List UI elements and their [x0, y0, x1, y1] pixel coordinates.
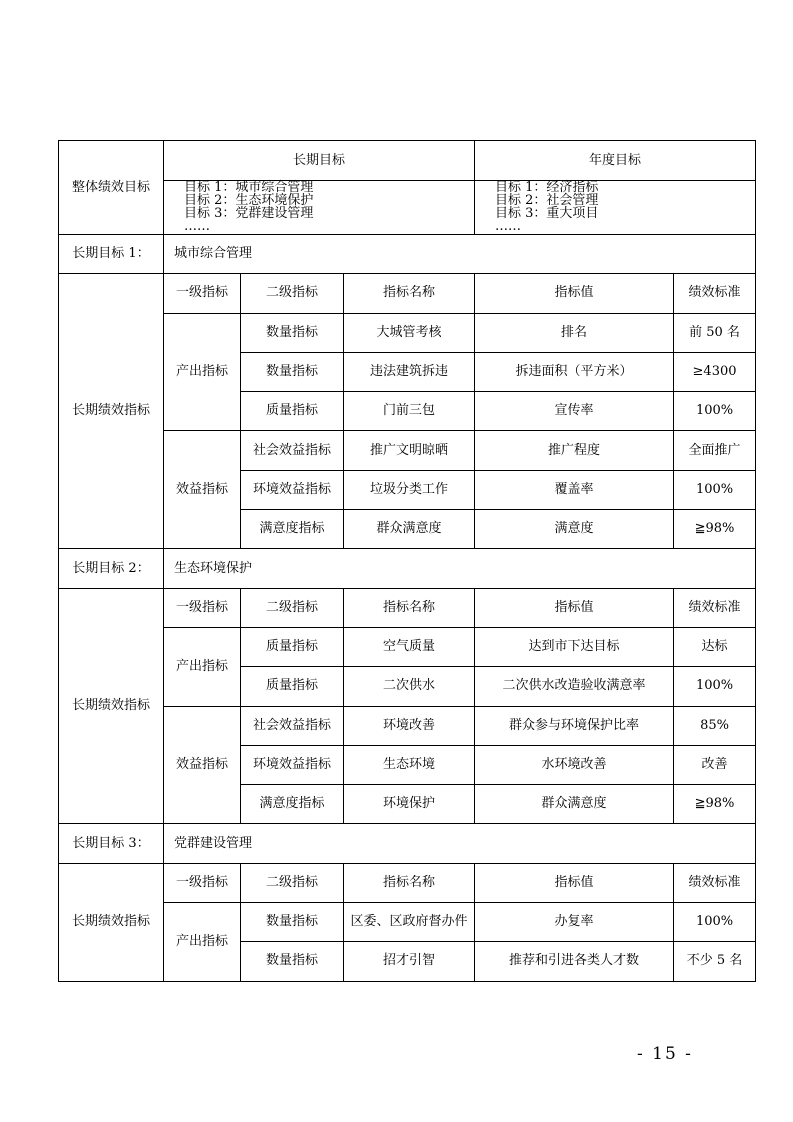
goal-row	[59, 549, 756, 588]
indicator-value: 满意度	[475, 510, 674, 549]
header-standard: 绩效标准	[674, 274, 756, 313]
level1-indicator: 产出指标	[164, 627, 241, 706]
header-indicator-value: 指标值	[475, 863, 674, 902]
indicator-value: 覆盖率	[475, 470, 674, 509]
indicator-name: 违法建筑拆违	[344, 352, 475, 391]
header-level1: 一级指标	[164, 588, 241, 627]
level2-indicator: 满意度指标	[241, 510, 344, 549]
level2-indicator: 数量指标	[241, 313, 344, 352]
performance-standard: ≧98%	[674, 785, 756, 824]
indicator-name: 二次供水	[344, 667, 475, 706]
performance-standard: 100%	[674, 903, 756, 942]
long-term-goal-list	[164, 181, 475, 235]
table-row	[59, 313, 756, 352]
indicator-name: 推广文明晾晒	[344, 431, 475, 470]
performance-standard: 达标	[674, 627, 756, 666]
header-indicator-name: 指标名称	[344, 863, 475, 902]
goal-name: 城市综合管理	[164, 235, 756, 274]
annual-goal-header: 年度目标	[475, 141, 756, 181]
performance-standard: 85%	[674, 706, 756, 745]
indicator-name: 垃圾分类工作	[344, 470, 475, 509]
page-number: - 15 -	[637, 1044, 693, 1064]
goal-row	[59, 824, 756, 863]
indicator-name: 门前三包	[344, 392, 475, 431]
level2-indicator: 社会效益指标	[241, 431, 344, 470]
indicator-header-row	[59, 863, 756, 902]
level1-indicator: 效益指标	[164, 431, 241, 549]
goal-name: 党群建设管理	[164, 824, 756, 863]
indicator-name: 空气质量	[344, 627, 475, 666]
indicator-label: 长期绩效指标	[59, 274, 164, 549]
table-row	[59, 706, 756, 745]
level1-indicator: 产出指标	[164, 313, 241, 431]
indicator-name: 生态环境	[344, 745, 475, 784]
overall-goal-label: 整体绩效目标	[59, 141, 164, 235]
performance-standard: 前 50 名	[674, 313, 756, 352]
annual-goal-item: 目标 2：社会管理	[495, 193, 599, 208]
indicator-value: 拆违面积（平方米）	[475, 352, 674, 391]
indicator-value: 推荐和引进各类人才数	[475, 942, 674, 981]
indicator-value: 达到市下达目标	[475, 627, 674, 666]
level1-indicator: 产出指标	[164, 903, 241, 982]
header-indicator-value: 指标值	[475, 588, 674, 627]
annual-goal-item: 目标 3：重大项目	[495, 206, 599, 221]
indicator-value: 群众参与环境保护比率	[475, 706, 674, 745]
header-level2: 二级指标	[241, 588, 344, 627]
indicator-value: 宣传率	[475, 392, 674, 431]
table-row	[59, 431, 756, 470]
level2-indicator: 质量指标	[241, 627, 344, 666]
indicator-value: 办复率	[475, 903, 674, 942]
indicator-label: 长期绩效指标	[59, 588, 164, 824]
indicator-value: 排名	[475, 313, 674, 352]
header-level2: 二级指标	[241, 863, 344, 902]
performance-standard: 100%	[674, 667, 756, 706]
level2-indicator: 数量指标	[241, 903, 344, 942]
header-level1: 一级指标	[164, 274, 241, 313]
table-row	[59, 903, 756, 942]
performance-standard: ≧98%	[674, 510, 756, 549]
indicator-label: 长期绩效指标	[59, 863, 164, 981]
header-standard: 绩效标准	[674, 863, 756, 902]
indicator-header-row	[59, 588, 756, 627]
performance-standard: 不少 5 名	[674, 942, 756, 981]
long-term-goal-item: 目标 2：生态环境保护	[184, 193, 314, 208]
goal-name: 生态环境保护	[164, 549, 756, 588]
annual-goal-list	[475, 181, 756, 235]
performance-table	[58, 140, 756, 982]
indicator-name: 大城管考核	[344, 313, 475, 352]
header-indicator-value: 指标值	[475, 274, 674, 313]
indicator-name: 群众满意度	[344, 510, 475, 549]
level2-indicator: 质量指标	[241, 667, 344, 706]
performance-standard: ≥4300	[674, 352, 756, 391]
header-indicator-name: 指标名称	[344, 274, 475, 313]
indicator-value: 水环境改善	[475, 745, 674, 784]
level2-indicator: 环境效益指标	[241, 745, 344, 784]
header-standard: 绩效标准	[674, 588, 756, 627]
indicator-header-row	[59, 274, 756, 313]
goal-label: 长期目标 1：	[59, 235, 164, 274]
level2-indicator: 满意度指标	[241, 785, 344, 824]
level2-indicator: 质量指标	[241, 392, 344, 431]
performance-standard: 100%	[674, 470, 756, 509]
level1-indicator: 效益指标	[164, 706, 241, 824]
indicator-value: 群众满意度	[475, 785, 674, 824]
annual-goal-item: 目标 1：经济指标	[495, 180, 599, 195]
performance-standard: 100%	[674, 392, 756, 431]
indicator-value: 推广程度	[475, 431, 674, 470]
header-level1: 一级指标	[164, 863, 241, 902]
long-term-goal-header: 长期目标	[164, 141, 475, 181]
annual-goal-item: ……	[495, 219, 522, 234]
header-indicator-name: 指标名称	[344, 588, 475, 627]
performance-standard: 改善	[674, 745, 756, 784]
indicator-name: 区委、区政府督办件	[344, 903, 475, 942]
level2-indicator: 环境效益指标	[241, 470, 344, 509]
performance-standard: 全面推广	[674, 431, 756, 470]
indicator-value: 二次供水改造验收满意率	[475, 667, 674, 706]
indicator-name: 招才引智	[344, 942, 475, 981]
indicator-name: 环境保护	[344, 785, 475, 824]
goal-row	[59, 235, 756, 274]
goal-label: 长期目标 2：	[59, 549, 164, 588]
header-level2: 二级指标	[241, 274, 344, 313]
goal-label: 长期目标 3：	[59, 824, 164, 863]
level2-indicator: 数量指标	[241, 942, 344, 981]
long-term-goal-item: ……	[184, 219, 210, 234]
level2-indicator: 社会效益指标	[241, 706, 344, 745]
level2-indicator: 数量指标	[241, 352, 344, 391]
long-term-goal-item: 目标 3：党群建设管理	[184, 206, 314, 221]
table-row	[59, 627, 756, 666]
long-term-goal-item: 目标 1：城市综合管理	[184, 180, 314, 195]
indicator-name: 环境改善	[344, 706, 475, 745]
